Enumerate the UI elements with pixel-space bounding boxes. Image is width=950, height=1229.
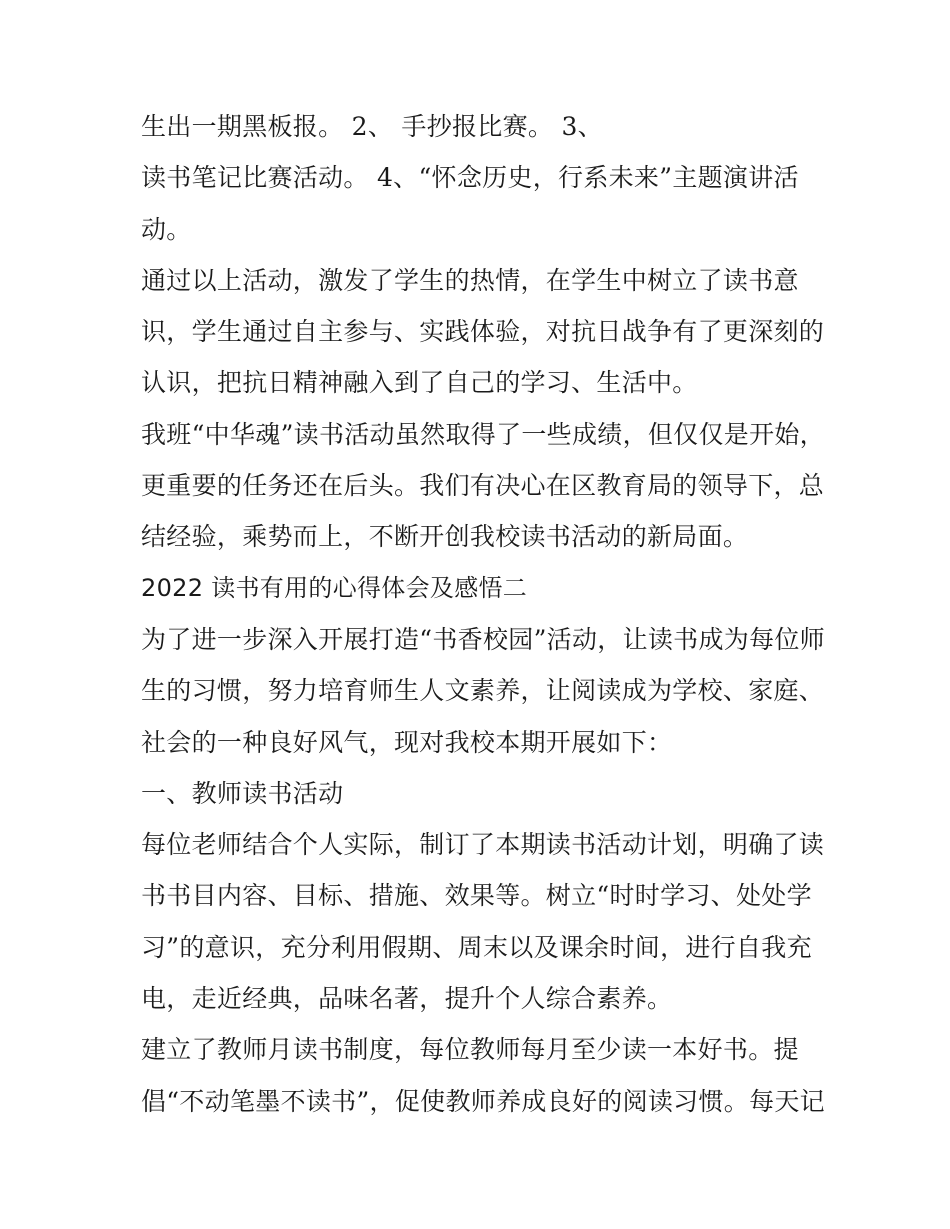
text-line: 动。: [141, 214, 192, 244]
text-line: 通过以上活动，激发了学生的热情，在学生中树立了读书意: [141, 265, 799, 295]
text-line: 习”的意识，充分利用假期、周末以及课余时间，进行自我充: [141, 932, 812, 962]
text-line: 生的习惯，努力培育师生人文素养，让阅读成为学校、家庭、: [141, 676, 825, 706]
text-line: 书书目内容、目标、措施、效果等。树立“时时学习、处处学: [141, 881, 812, 911]
text-line: 电，走近经典，品味名著，提升个人综合素养。: [141, 984, 673, 1014]
text-line: 结经验，乘势而上，不断开创我校读书活动的新局面。: [141, 522, 749, 552]
text-line: 社会的一种良好风气，现对我校本期开展如下：: [141, 727, 673, 757]
section-heading: 2022 读书有用的心得体会及感悟二: [141, 573, 528, 602]
text-line: 更重要的任务还在后头。我们有决心在区教育局的领导下，总: [141, 471, 825, 501]
text-line: 生出一期黑板报。 2、 手抄报比赛。 3、: [141, 112, 603, 141]
text-line: 每位老师结合个人实际，制订了本期读书活动计划，明确了读: [141, 830, 825, 860]
text-line: 识，学生通过自主参与、实践体验，对抗日战争有了更深刻的: [141, 317, 825, 347]
text-line: 认识，把抗日精神融入到了自己的学习、生活中。: [141, 368, 698, 398]
text-line: 读书笔记比赛活动。 4、“怀念历史，行系未来”主题演讲活: [141, 163, 799, 193]
text-line: 我班“中华魂”读书活动虽然取得了一些成绩，但仅仅是开始，: [141, 419, 825, 449]
document-page: [141, 101, 825, 1127]
text-line: 建立了教师月读书制度，每位教师每月至少读一本好书。提: [141, 1035, 799, 1065]
text-line: 为了进一步深入开展打造“书香校园”活动，让读书成为每位师: [141, 624, 825, 654]
text-line: 倡“不动笔墨不读书”，促使教师养成良好的阅读习惯。每天记: [141, 1086, 825, 1116]
subsection-heading: 一、教师读书活动: [141, 778, 344, 808]
